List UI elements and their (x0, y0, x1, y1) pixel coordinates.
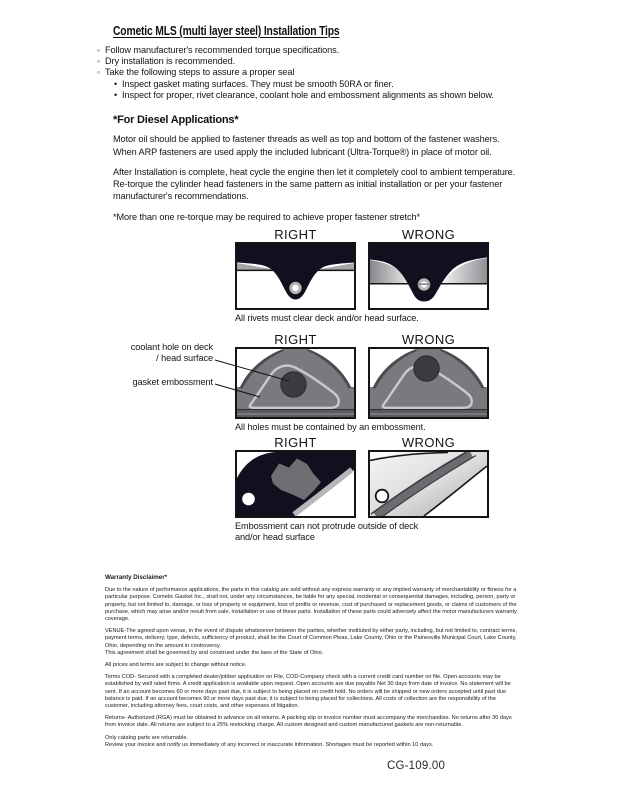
wrong-label: WRONG (401, 435, 456, 450)
figure-caption: Embossment can not protrude outside of deck and/or head surface (235, 521, 419, 542)
page-code: CG-109.00 (387, 760, 446, 772)
paragraph: After Installation is complete, heat cycle the engine then let it completely cool to ambient temperature. Re-torque the cylinder head fasteners in the same pattern as initial installation or per your fastener manufacturer's recommendations. (113, 166, 516, 202)
installation-tips-list (97, 45, 494, 101)
section-heading: *For Diesel Applications* (113, 114, 239, 126)
diesel-applications-section (113, 114, 517, 231)
fig1-wrong-diagram (368, 242, 489, 310)
figure-embossment-protrusion (235, 436, 495, 542)
disclaimer-paragraph: Returns- Authorized (RGA) must be obtained in advance on all returns. A packing slip or invoice number must accompany the merchandise. No returns after 30 days from invoice date. All returns are subject to a 25% restocking charge. All custom designed and custom manufactured gaskets are non-returnable. (105, 715, 512, 729)
annotation-coolant-hole: coolant hole on deck / head surface (130, 342, 213, 363)
disclaimer-paragraph: Terms COD- Secured with a completed dealer/jobber application on File, COD-Company check with a current credit card number on file. Open accounts may be established by well rated firms. A credit application is available upon request. Open accounts are due payable Net 30 days from date of invoice. No statement will be sent. If an account becomes 60 or more days past due, it is subject to being placed on credit hold. No orders will be shipped or new orders accepted until past due balance is paid. If an account becomes 90 or more days past due, it is subject to being placed for collections. All costs of collection are the responsibility of the customer, including attorney fees, court costs, and other expenses of litigation. (105, 674, 511, 710)
list-item: • Inspect for proper, rivet clearance, coolant hole and embossment alignments as shown below. (114, 90, 494, 101)
sub-list (114, 79, 494, 101)
fig3-right-diagram (235, 450, 356, 518)
wrong-label: WRONG (401, 331, 456, 347)
fig3-wrong-diagram (368, 450, 489, 518)
disclaimer-paragraph: VENUE-The agreed upon venue, in the event of dispute whatsoever between the parties, whether instituted by either party, including, but not limited to, contract terms, payment terms, delivery, type, defects, sufficiency of product, shall be the Court of Common Pleas, Lake County, Ohio or the Painesville Municipal Court, Lake County, Ohio, depending on the amount in controversy. This agreement shall be governed by and construed under the laws of the State of Ohio. (105, 628, 517, 656)
retorque-note: *More than one re-torque may be required to achieve proper fastener stretch* (113, 211, 420, 222)
fig2-right-diagram (235, 347, 356, 419)
right-label: RIGHT (274, 227, 317, 242)
disclaimer-paragraph: All prices and terms are subject to change without notice. (105, 662, 247, 669)
bolt-hole-icon (376, 490, 389, 503)
coolant-hole-icon (414, 356, 439, 381)
disclaimer-paragraph: Only catalog parts are returnable. Review your invoice and notify us immediately of any incorrect or inaccurate information. Shortages must be reported within 10 days. (105, 734, 434, 748)
figures-column (235, 228, 495, 542)
right-label: RIGHT (274, 435, 317, 450)
wrong-label: WRONG (401, 227, 456, 242)
disclaimer-heading: Warranty Disclaimer* (105, 574, 168, 581)
list-item: ◦ Take the following steps to assure a proper seal (97, 67, 494, 78)
bolt-hole-icon (242, 493, 255, 506)
coolant-hole-icon (281, 372, 306, 397)
disclaimer-paragraph: Due to the nature of performance applications, the parts in this catalog are sold without any express warranty or any implied warranty of merchantability or fitness for a particular purpose. Cometic Gasket Inc., shall not, under any circumstances, be liable for any special, incidental or consequential damages, including, person, party or property, but not limited to, damage, or loss of property or equipment, loss of profits or revenue, cost of purchased or replacement goods, or claims of customers of the purchase, which may arise and/or result from sale, installation or use of these parts. Installation of these parts could adversely affect the motor manufacturers warranty coverage. (105, 587, 517, 623)
figure-rivet-clearance (235, 228, 495, 324)
paragraph: Motor oil should be applied to fastener threads as well as top and bottom of the fastener washers. When ARP fasteners are used apply the included lubricant (Ultra-Torque®) in place of motor oil. (113, 134, 500, 157)
right-label: RIGHT (274, 331, 317, 347)
figure-caption: All holes must be contained by an embossment. (235, 421, 426, 432)
fig2-wrong-diagram (368, 347, 489, 419)
list-item: ◦ Dry installation is recommended. (97, 56, 494, 67)
warranty-disclaimer-section (105, 574, 517, 754)
page-title: Cometic MLS (multi layer steel) Installation Tips (113, 24, 340, 38)
annotation-gasket-embossment: gasket embossment (132, 377, 213, 387)
list-item: ◦ Follow manufacturer's recommended torque specifications. (97, 45, 494, 56)
list-item: • Inspect gasket mating surfaces. They must be smooth 50RA or finer. (114, 79, 494, 90)
fig1-right-diagram (235, 242, 356, 310)
figure-hole-embossment (235, 333, 495, 433)
figure-caption: All rivets must clear deck and/or head surface. (235, 313, 419, 323)
